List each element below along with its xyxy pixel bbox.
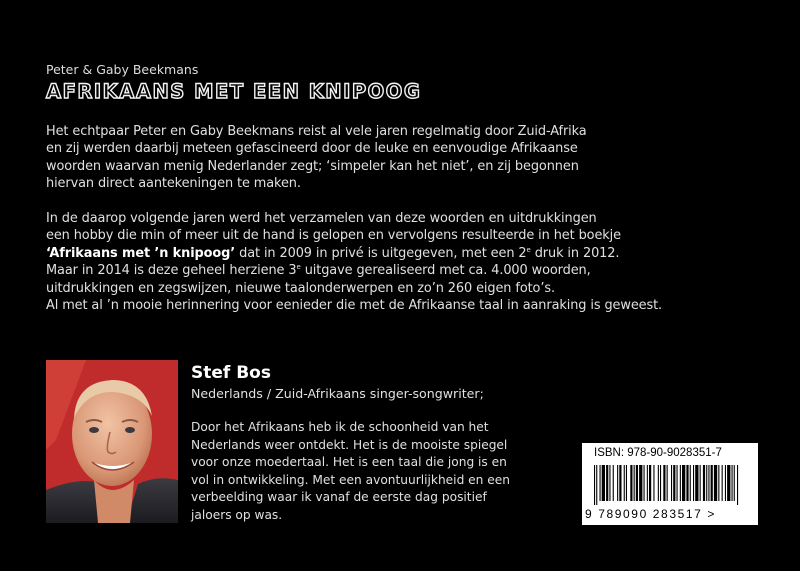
endorser-role: Nederlands / Zuid-Afrikaans singer-songwriter; bbox=[191, 386, 484, 401]
portrait-illustration bbox=[46, 360, 178, 523]
history-paragraph bbox=[46, 210, 746, 314]
barcode-bar bbox=[647, 465, 648, 501]
barcode-bar bbox=[644, 465, 645, 501]
barcode-bar bbox=[667, 465, 668, 501]
barcode-bar bbox=[734, 465, 735, 501]
barcode-bar bbox=[663, 465, 665, 501]
endorsement-quote bbox=[191, 419, 510, 525]
history-line bbox=[46, 245, 746, 262]
history-line bbox=[46, 262, 746, 279]
barcode-bar bbox=[708, 465, 709, 501]
barcode-bar bbox=[636, 465, 638, 501]
barcode-bar bbox=[703, 465, 705, 501]
barcode-digits: 9 789090 283517 > bbox=[585, 507, 716, 521]
barcode-bar bbox=[706, 465, 707, 501]
barcode-bar bbox=[737, 465, 738, 505]
barcode-bar bbox=[693, 465, 694, 501]
barcode-bar bbox=[690, 465, 691, 501]
quote-line: jaloers op was. bbox=[191, 507, 283, 522]
barcode-bar bbox=[634, 465, 635, 501]
barcode-bar bbox=[649, 465, 651, 501]
ordinal-sup: e bbox=[526, 245, 531, 254]
intro-line: Het echtpaar Peter en Gaby Beekmans reist al vele jaren regelmatig door Zuid-Afrika bbox=[46, 124, 587, 139]
history-text: Maar in 2014 is deze geheel herziene 3 bbox=[46, 263, 297, 279]
barcode-bar bbox=[613, 465, 614, 501]
barcode-bar bbox=[624, 465, 625, 501]
barcode-bar bbox=[732, 465, 733, 501]
barcode-bar bbox=[653, 465, 654, 501]
barcode-bar bbox=[606, 465, 608, 501]
history-line: een hobby die min of meer uit de hand is gelopen en vervolgens resulteerde in het boekje bbox=[46, 228, 621, 244]
author-names: Peter & Gaby Beekmans bbox=[46, 62, 199, 77]
history-line: In de daarop volgende jaren werd het verzamelen van deze woorden en uitdrukkingen bbox=[46, 211, 597, 226]
barcode-bar bbox=[639, 465, 642, 501]
barcode-bar bbox=[700, 465, 701, 501]
isbn-label: ISBN: 978-90-9028351-7 bbox=[594, 447, 722, 459]
barcode-bar bbox=[617, 465, 618, 501]
barcode-bar bbox=[673, 465, 675, 501]
barcode-bar bbox=[609, 465, 610, 501]
barcode-bar bbox=[711, 465, 713, 501]
book-title: AFRIKAANS MET EEN KNIPOOG bbox=[46, 80, 422, 103]
barcode-bars bbox=[592, 465, 748, 505]
barcode-bar bbox=[686, 465, 688, 501]
isbn-barcode bbox=[582, 443, 758, 525]
barcode-bar bbox=[600, 465, 601, 501]
barcode-bar bbox=[671, 465, 672, 501]
barcode-bar bbox=[660, 465, 661, 501]
barcode-bar bbox=[725, 465, 726, 501]
quote-line: Door het Afrikaans heb ik de schoonheid van het bbox=[191, 420, 489, 434]
quote-line: verbeelding waar ik vanaf de eerste dag positief bbox=[191, 490, 487, 505]
portrait-photo bbox=[46, 360, 178, 523]
barcode-bar bbox=[596, 465, 597, 505]
history-line: Al met al ’n mooie herinnering voor eenieder die met de Afrikaanse taal in aanraking is geweest. bbox=[46, 298, 663, 314]
barcode-bar bbox=[594, 465, 595, 505]
quote-line: vol in ontwikkeling. Met een avontuurlijkheid en een bbox=[191, 472, 510, 487]
barcode-bar bbox=[677, 465, 678, 501]
barcode-bar bbox=[718, 465, 719, 501]
endorser-name: Stef Bos bbox=[191, 363, 271, 383]
barcode-bar bbox=[626, 465, 627, 501]
intro-line: hiervan direct aantekeningen te maken. bbox=[46, 176, 301, 192]
history-text: uitgave gerealiseerd met ca. 4.000 woorden, bbox=[300, 263, 591, 279]
barcode-bar bbox=[619, 465, 621, 501]
quote-line: voor onze moedertaal. Het is een taal die jong is en bbox=[191, 455, 507, 470]
intro-paragraph bbox=[46, 123, 746, 193]
barcode-bar bbox=[680, 465, 681, 501]
history-text: dat in 2009 in privé is uitgegeven, met een 2 bbox=[235, 245, 527, 261]
barcode-bar bbox=[714, 465, 717, 501]
book-title-inline: ‘Afrikaans met ’n knipoog’ bbox=[46, 245, 236, 261]
intro-line: en zij werden daarbij meteen gefascineerd door de leuke en eenvoudige Afrikaanse bbox=[46, 141, 578, 157]
barcode-bar bbox=[727, 465, 730, 501]
intro-line: woorden waarvan menig Nederlander zegt; ‘simpeler kan het niet’, en zij begonnen bbox=[46, 158, 579, 174]
barcode-bar bbox=[602, 465, 605, 501]
barcode-bar bbox=[682, 465, 685, 501]
history-text: druk in 2012. bbox=[530, 245, 620, 261]
history-line: uitdrukkingen en zegswijzen, nieuwe taalonderwerpen en zo’n 260 eigen foto’s. bbox=[46, 280, 555, 296]
barcode-bar bbox=[722, 465, 723, 501]
ordinal-sup: e bbox=[296, 263, 301, 272]
quote-line: Nederlands weer ontdekt. Het is de mooiste spiegel bbox=[191, 437, 508, 452]
barcode-bar bbox=[658, 465, 659, 501]
barcode-bar bbox=[630, 465, 632, 501]
barcode-bar bbox=[695, 465, 698, 501]
